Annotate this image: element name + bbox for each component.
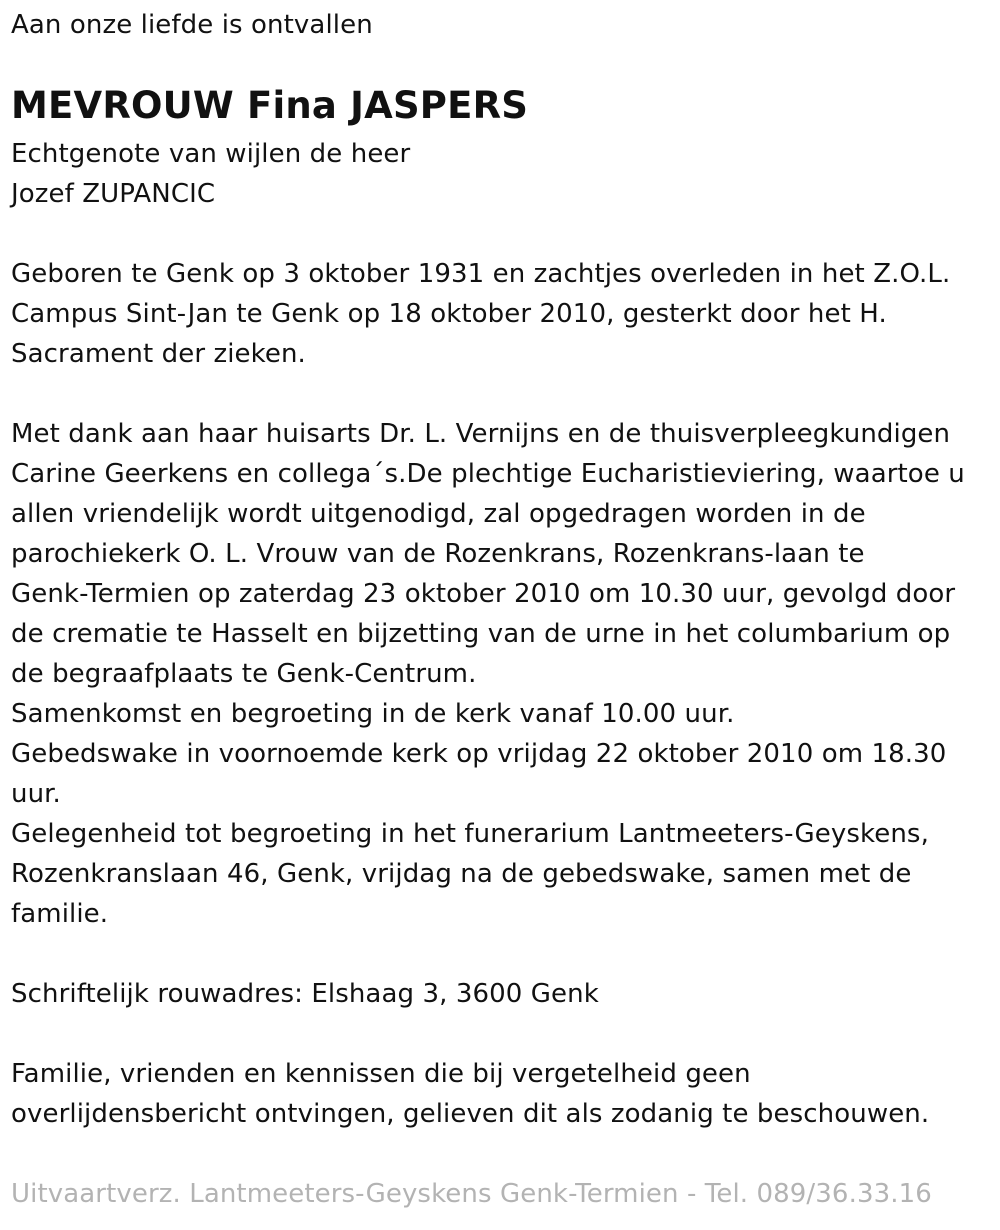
paragraph-line: overlijdensbericht ontvingen, gelieven dit als zodanig te beschouwen.: [11, 1099, 930, 1129]
paragraph-line: Campus Sint-Jan te Genk op 18 oktober 2010, gesterkt door het H.: [11, 299, 887, 329]
funeral-home-footer: Uitvaartverz. Lantmeeters-Geyskens Genk-Termien - Tel. 089/36.33.16: [11, 1179, 932, 1209]
paragraph-line: Samenkomst en begroeting in de kerk vanaf 10.00 uur.: [11, 699, 735, 729]
spouse-block: [11, 134, 410, 214]
paragraph-line: Gebedswake in voornoemde kerk op vrijdag 22 oktober 2010 om 18.30: [11, 739, 947, 769]
family-notice: [11, 1054, 929, 1134]
paragraph-line: Sacrament der zieken.: [11, 339, 306, 369]
birth-death-paragraph: [11, 254, 950, 374]
spouse-line: Jozef ZUPANCIC: [11, 179, 216, 209]
paragraph-line: Gelegenheid tot begroeting in het funerarium Lantmeeters-Geyskens,: [11, 819, 929, 849]
paragraph-line: Met dank aan haar huisarts Dr. L. Vernijns en de thuisverpleegkundigen: [11, 419, 951, 449]
paragraph-line: parochiekerk O. L. Vrouw van de Rozenkrans, Rozenkrans-laan te: [11, 539, 865, 569]
intro-text: Aan onze liefde is ontvallen: [11, 10, 373, 40]
paragraph-line: de begraafplaats te Genk-Centrum.: [11, 659, 477, 689]
paragraph-line: familie.: [11, 899, 109, 929]
spouse-line: Echtgenote van wijlen de heer: [11, 139, 411, 169]
paragraph-line: allen vriendelijk wordt uitgenodigd, zal opgedragen worden in de: [11, 499, 866, 529]
paragraph-line: Geboren te Genk op 3 oktober 1931 en zachtjes overleden in het Z.O.L.: [11, 259, 951, 289]
paragraph-line: de crematie te Hasselt en bijzetting van de urne in het columbarium op: [11, 619, 951, 649]
paragraph-line: Familie, vrienden en kennissen die bij vergetelheid geen: [11, 1059, 751, 1089]
ceremony-paragraph: [11, 414, 965, 934]
mourning-address: Schriftelijk rouwadres: Elshaag 3, 3600 Genk: [11, 979, 599, 1009]
paragraph-line: Carine Geerkens en collega´s.De plechtige Eucharistieviering, waartoe u: [11, 459, 965, 489]
paragraph-line: Rozenkranslaan 46, Genk, vrijdag na de gebedswake, samen met de: [11, 859, 912, 889]
deceased-name: MEVROUW Fina JASPERS: [11, 84, 529, 127]
paragraph-line: uur.: [11, 779, 61, 809]
paragraph-line: Genk-Termien op zaterdag 23 oktober 2010 om 10.30 uur, gevolgd door: [11, 579, 956, 609]
